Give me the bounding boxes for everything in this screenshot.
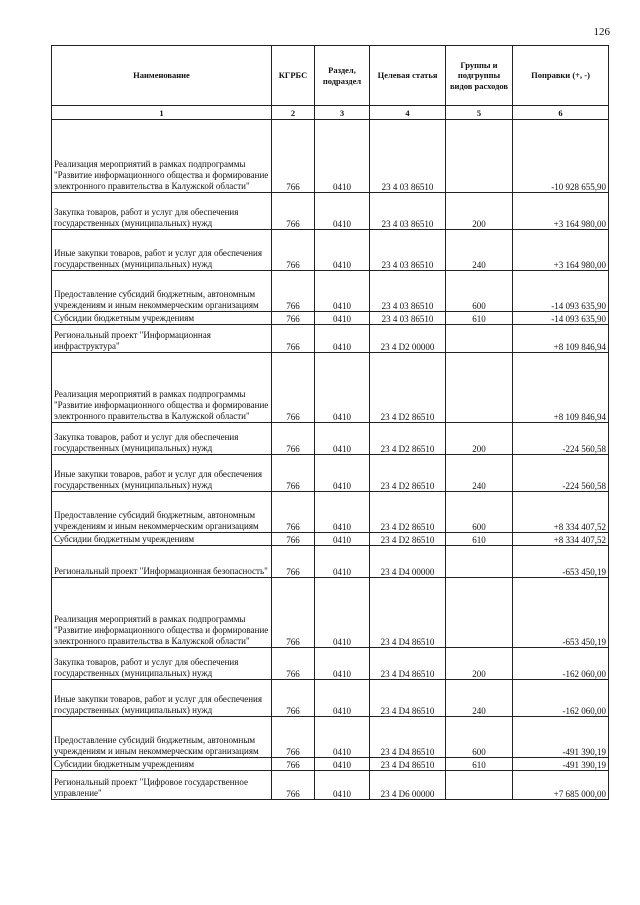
table-row [52,533,609,546]
cell-kgrbs: 766 [272,680,315,717]
column-number: 3 [315,106,370,120]
cell-name: Субсидии бюджетным учреждениям [52,758,272,771]
cell-kgrbs: 766 [272,325,315,353]
cell-section: 0410 [315,353,370,423]
cell-target-article: 23 4 03 86510 [370,193,446,230]
cell-amendment-amount: -653 450,19 [513,578,609,648]
header-amendments: Поправки (+, -) [513,46,609,106]
cell-name: Предоставление субсидий бюджетным, автономным учреждениям и иным некоммерческим организациям [52,492,272,533]
cell-name: Иные закупки товаров, работ и услуг для обеспечения государственных (муниципальных) нужд [52,455,272,492]
table-body [52,120,609,800]
header-name: Наименование [52,46,272,106]
cell-target-article: 23 4 D4 86510 [370,680,446,717]
cell-section: 0410 [315,120,370,193]
cell-expense-group [446,325,513,353]
column-number: 5 [446,106,513,120]
cell-kgrbs: 766 [272,193,315,230]
cell-name: Закупка товаров, работ и услуг для обеспечения государственных (муниципальных) нужд [52,648,272,680]
cell-kgrbs: 766 [272,271,315,312]
cell-target-article: 23 4 D4 86510 [370,578,446,648]
cell-section: 0410 [315,193,370,230]
cell-target-article: 23 4 D2 86510 [370,533,446,546]
cell-section: 0410 [315,717,370,758]
cell-kgrbs: 766 [272,492,315,533]
cell-amendment-amount: -14 093 635,90 [513,271,609,312]
cell-name: Региональный проект "Информационная безопасность" [52,546,272,578]
cell-amendment-amount: -224 560,58 [513,455,609,492]
cell-expense-group: 240 [446,680,513,717]
cell-expense-group [446,771,513,800]
cell-target-article: 23 4 D2 00000 [370,325,446,353]
table-header-row [52,46,609,106]
cell-expense-group: 240 [446,230,513,271]
table-row [52,648,609,680]
cell-section: 0410 [315,455,370,492]
cell-target-article: 23 4 D2 86510 [370,353,446,423]
table-row [52,717,609,758]
cell-name: Закупка товаров, работ и услуг для обеспечения государственных (муниципальных) нужд [52,193,272,230]
column-number: 2 [272,106,315,120]
cell-kgrbs: 766 [272,546,315,578]
cell-expense-group: 240 [446,455,513,492]
cell-amendment-amount: +8 334 407,52 [513,492,609,533]
cell-section: 0410 [315,680,370,717]
cell-amendment-amount: -491 390,19 [513,758,609,771]
header-kgrbs: КГРБС [272,46,315,106]
cell-expense-group: 200 [446,423,513,455]
column-number: 6 [513,106,609,120]
cell-name: Региональный проект "Цифровое государственное управление" [52,771,272,800]
cell-target-article: 23 4 D2 86510 [370,423,446,455]
cell-kgrbs: 766 [272,120,315,193]
cell-expense-group: 600 [446,271,513,312]
cell-section: 0410 [315,578,370,648]
cell-amendment-amount: +7 685 000,00 [513,771,609,800]
cell-amendment-amount: +3 164 980,00 [513,193,609,230]
table-row [52,492,609,533]
cell-kgrbs: 766 [272,353,315,423]
page-number: 126 [593,26,610,38]
cell-expense-group [446,546,513,578]
cell-name: Региональный проект "Информационная инфраструктура" [52,325,272,353]
cell-amendment-amount: -162 060,00 [513,680,609,717]
cell-kgrbs: 766 [272,648,315,680]
cell-name: Иные закупки товаров, работ и услуг для обеспечения государственных (муниципальных) нужд [52,680,272,717]
header-target-article: Целевая статья [370,46,446,106]
cell-amendment-amount: +8 334 407,52 [513,533,609,546]
cell-amendment-amount: +3 164 980,00 [513,230,609,271]
table-row [52,758,609,771]
cell-section: 0410 [315,271,370,312]
cell-kgrbs: 766 [272,455,315,492]
cell-amendment-amount: -653 450,19 [513,546,609,578]
cell-amendment-amount: -491 390,19 [513,717,609,758]
cell-amendment-amount: +8 109 846,94 [513,325,609,353]
cell-kgrbs: 766 [272,771,315,800]
table-row [52,230,609,271]
cell-section: 0410 [315,230,370,271]
cell-expense-group: 610 [446,758,513,771]
table-row [52,423,609,455]
cell-expense-group [446,578,513,648]
table-row [52,271,609,312]
cell-section: 0410 [315,648,370,680]
cell-expense-group: 600 [446,492,513,533]
column-number: 1 [52,106,272,120]
cell-name: Реализация мероприятий в рамках подпрограммы "Развитие информационного общества и формирование электронного правительства в Калужской области" [52,353,272,423]
cell-name: Субсидии бюджетным учреждениям [52,312,272,325]
cell-target-article: 23 4 03 86510 [370,120,446,193]
cell-section: 0410 [315,533,370,546]
cell-amendment-amount: -162 060,00 [513,648,609,680]
cell-kgrbs: 766 [272,230,315,271]
cell-section: 0410 [315,546,370,578]
cell-target-article: 23 4 D2 86510 [370,492,446,533]
table-row [52,771,609,800]
cell-expense-group: 200 [446,648,513,680]
column-number-row [52,106,609,120]
cell-target-article: 23 4 03 86510 [370,312,446,325]
budget-amendments-table [51,45,609,800]
table-row [52,312,609,325]
cell-name: Реализация мероприятий в рамках подпрограммы "Развитие информационного общества и формирование электронного правительства в Калужской области" [52,120,272,193]
cell-section: 0410 [315,423,370,455]
cell-expense-group [446,353,513,423]
cell-target-article: 23 4 D2 86510 [370,455,446,492]
cell-target-article: 23 4 D4 86510 [370,758,446,771]
cell-kgrbs: 766 [272,758,315,771]
cell-kgrbs: 766 [272,717,315,758]
cell-amendment-amount: -14 093 635,90 [513,312,609,325]
cell-name: Закупка товаров, работ и услуг для обеспечения государственных (муниципальных) нужд [52,423,272,455]
cell-name: Реализация мероприятий в рамках подпрограммы "Развитие информационного общества и формирование электронного правительства в Калужской области" [52,578,272,648]
table-row [52,455,609,492]
table-row [52,325,609,353]
table-row [52,578,609,648]
cell-target-article: 23 4 03 86510 [370,230,446,271]
cell-target-article: 23 4 D6 00000 [370,771,446,800]
cell-expense-group: 610 [446,312,513,325]
cell-target-article: 23 4 D4 00000 [370,546,446,578]
cell-section: 0410 [315,492,370,533]
cell-kgrbs: 766 [272,312,315,325]
cell-amendment-amount: -10 928 655,90 [513,120,609,193]
table-row [52,680,609,717]
cell-name: Субсидии бюджетным учреждениям [52,533,272,546]
cell-target-article: 23 4 D4 86510 [370,648,446,680]
header-section: Раздел, подраздел [315,46,370,106]
cell-kgrbs: 766 [272,533,315,546]
table-row [52,546,609,578]
cell-amendment-amount: -224 560,58 [513,423,609,455]
cell-name: Предоставление субсидий бюджетным, автономным учреждениям и иным некоммерческим организациям [52,717,272,758]
cell-amendment-amount: +8 109 846,94 [513,353,609,423]
cell-target-article: 23 4 03 86510 [370,271,446,312]
cell-expense-group: 600 [446,717,513,758]
table-row [52,120,609,193]
cell-section: 0410 [315,312,370,325]
table-row [52,353,609,423]
cell-expense-group: 200 [446,193,513,230]
column-number: 4 [370,106,446,120]
cell-name: Предоставление субсидий бюджетным, автономным учреждениям и иным некоммерческим организациям [52,271,272,312]
cell-kgrbs: 766 [272,578,315,648]
cell-expense-group: 610 [446,533,513,546]
cell-section: 0410 [315,771,370,800]
cell-section: 0410 [315,325,370,353]
cell-expense-group [446,120,513,193]
cell-target-article: 23 4 D4 86510 [370,717,446,758]
cell-name: Иные закупки товаров, работ и услуг для обеспечения государственных (муниципальных) нужд [52,230,272,271]
cell-kgrbs: 766 [272,423,315,455]
header-expense-groups: Группы и подгруппы видов расходов [446,46,513,106]
cell-section: 0410 [315,758,370,771]
table-row [52,193,609,230]
